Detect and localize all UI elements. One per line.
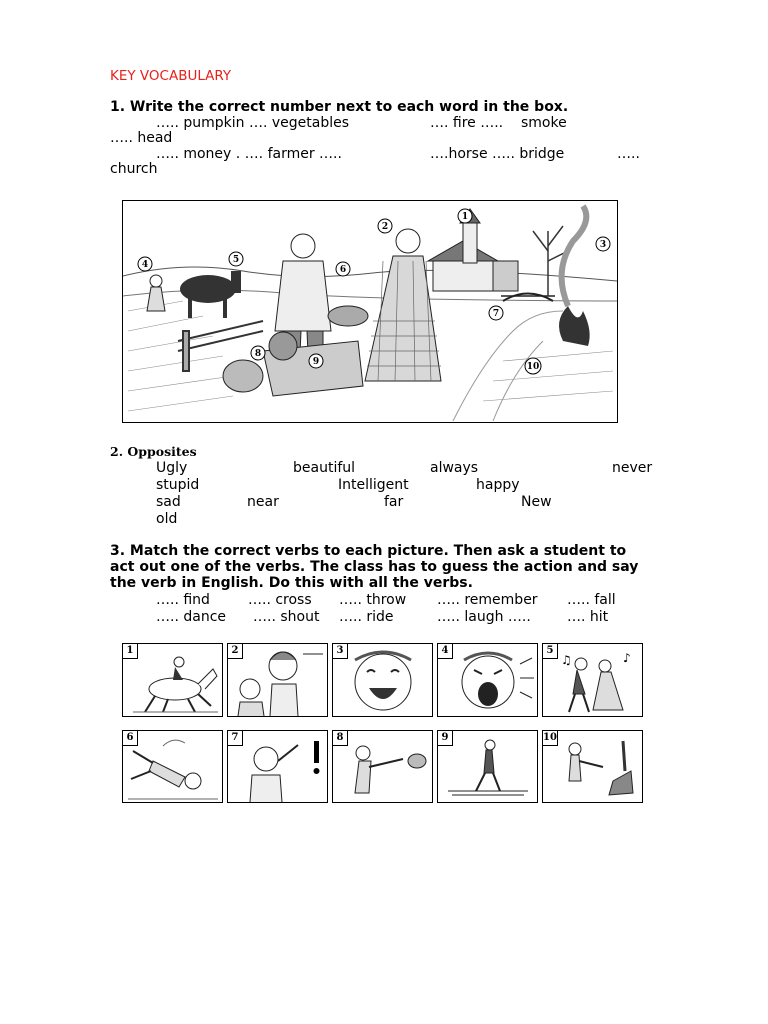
picture-number: 8 xyxy=(333,731,348,746)
marker-8: 8 xyxy=(254,349,262,359)
verb-cross: ….. cross xyxy=(248,592,312,608)
opp-stupid: stupid xyxy=(156,477,200,493)
scene-illustration xyxy=(122,200,618,423)
section1-heading: 1. Write the correct number next to each word in the box. xyxy=(110,99,569,115)
opp-intelligent: Intelligent xyxy=(338,477,409,493)
svg-text:♫: ♫ xyxy=(561,653,572,667)
opp-always: always xyxy=(430,460,479,476)
word-line-2: ….. head xyxy=(110,130,173,146)
picture-9 xyxy=(437,730,538,803)
picture-number: 3 xyxy=(333,644,348,659)
picture-4 xyxy=(437,643,538,717)
svg-text:♪: ♪ xyxy=(623,651,631,665)
verb-ride: ….. ride xyxy=(339,609,394,625)
verb-remember: ….. remember xyxy=(437,592,538,608)
word-line-1c: smoke xyxy=(521,115,567,131)
picture-2 xyxy=(227,643,328,717)
word-line-4: church xyxy=(110,161,158,177)
verb-fall: ….. fall xyxy=(567,592,616,608)
picture-number: 6 xyxy=(123,731,138,746)
picture-5 xyxy=(542,643,643,717)
opp-ugly: Ugly xyxy=(156,460,188,476)
verb-shout: ….. shout xyxy=(253,609,320,625)
section3-heading-line1: 3. Match the correct verbs to each picture. Then ask a student to xyxy=(110,543,627,559)
picture-3 xyxy=(332,643,433,717)
opp-near: near xyxy=(247,494,279,510)
marker-3: 3 xyxy=(599,240,607,250)
word-line-3c: ….. xyxy=(617,146,640,162)
picture-number: 1 xyxy=(123,644,138,659)
verb-find: ….. find xyxy=(156,592,210,608)
marker-5: 5 xyxy=(232,255,240,265)
marker-1: 1 xyxy=(461,212,469,222)
word-line-1: ….. pumpkin …. vegetables xyxy=(156,115,350,131)
marker-2: 2 xyxy=(381,222,389,232)
picture-number: 9 xyxy=(438,731,453,746)
opp-far: far xyxy=(384,494,404,510)
opp-never: never xyxy=(612,460,653,476)
verb-laugh: ….. laugh ….. xyxy=(437,609,531,625)
picture-1 xyxy=(122,643,223,717)
page-title: KEY VOCABULARY xyxy=(110,68,232,84)
picture-number: 4 xyxy=(438,644,453,659)
picture-8 xyxy=(332,730,433,803)
opp-old: old xyxy=(156,511,178,527)
opp-happy: happy xyxy=(476,477,520,493)
marker-10: 10 xyxy=(526,362,540,372)
verb-throw: ….. throw xyxy=(339,592,407,608)
opp-new: New xyxy=(521,494,552,510)
scene-drawing xyxy=(123,201,617,422)
section2-heading: 2. Opposites xyxy=(110,444,197,459)
marker-7: 7 xyxy=(492,309,500,319)
picture-number: 2 xyxy=(228,644,243,659)
picture-7 xyxy=(227,730,328,803)
marker-9: 9 xyxy=(312,357,320,367)
word-line-3: ….. money . …. farmer ….. xyxy=(156,146,342,162)
word-line-3b: ….horse ….. bridge xyxy=(430,146,565,162)
picture-6 xyxy=(122,730,223,803)
picture-number: 5 xyxy=(543,644,558,659)
opp-beautiful: beautiful xyxy=(293,460,356,476)
verb-hit: …. hit xyxy=(567,609,609,625)
marker-4: 4 xyxy=(141,260,149,270)
section3-heading-line2: act out one of the verbs. The class has to guess the action and say xyxy=(110,559,639,575)
section3-heading-line3: the verb in English. Do this with all the verbs. xyxy=(110,575,473,591)
picture-10 xyxy=(542,730,643,803)
picture-number: 7 xyxy=(228,731,243,746)
marker-6: 6 xyxy=(339,265,347,275)
picture-number: 10 xyxy=(543,731,558,746)
opp-sad: sad xyxy=(156,494,181,510)
word-line-1b: …. fire ….. xyxy=(430,115,504,131)
verb-dance: ….. dance xyxy=(156,609,226,625)
